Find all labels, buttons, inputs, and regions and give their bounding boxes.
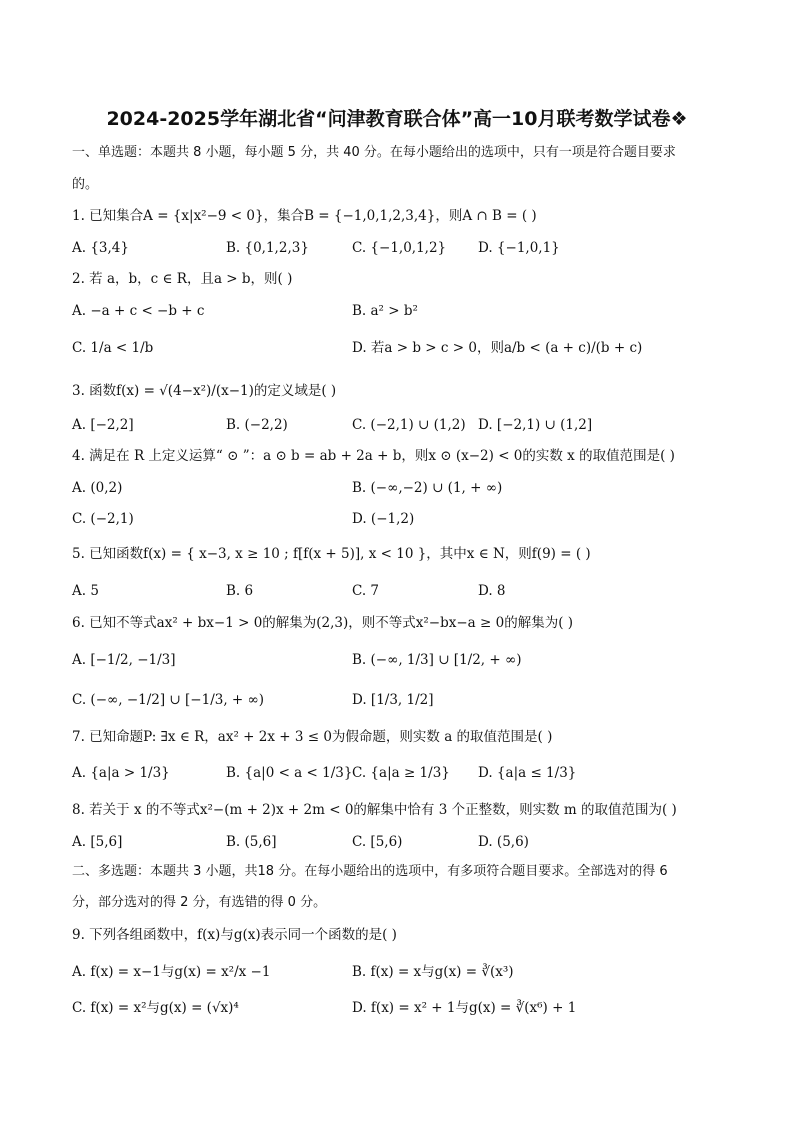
q7-option-c: C. {a|a ≥ 1/3} — [352, 765, 450, 781]
question-7-stem: 7. 已知命题P: ∃x ∈ R，ax² + 2x + 3 ≤ 0为假命题，则实数 a 的取值范围是( ) — [72, 729, 553, 745]
q5-option-d: D. 8 — [478, 583, 506, 599]
section2-heading-line1: 二、多选题：本题共 3 小题，共18 分。在每小题给出的选项中，有多项符合题目要求。全部选对的得 6 — [72, 864, 668, 879]
q6-option-d: D. [1/3, 1/2] — [352, 692, 434, 708]
q6-option-a: A. [−1/2, −1/3] — [72, 652, 176, 668]
q7-option-a: A. {a|a > 1/3} — [72, 765, 170, 781]
q3-option-b: B. (−2,2) — [226, 417, 288, 433]
q1-option-b: B. {0,1,2,3} — [226, 240, 309, 256]
q3-option-a: A. [−2,2] — [72, 417, 134, 433]
q9-option-a: A. f(x) = x−1与g(x) = x²/x −1 — [72, 964, 271, 980]
question-4-stem: 4. 满足在 R 上定义运算“ ⊙ ”：a ⊙ b = ab + 2a + b，则x ⊙ (x−2) < 0的实数 x 的取值范围是( ) — [72, 448, 675, 464]
question-8-stem: 8. 若关于 x 的不等式x²−(m + 2)x + 2m < 0的解集中恰有 3 个正整数，则实数 m 的取值范围为( ) — [72, 802, 677, 818]
q4-option-d: D. (−1,2) — [352, 511, 415, 527]
q1-option-d: D. {−1,0,1} — [478, 240, 560, 256]
question-5-stem: 5. 已知函数f(x) = { x−3, x ≥ 10 ; f[f(x + 5)], x < 10 }，其中x ∈ N，则f(9) = ( ) — [72, 546, 591, 562]
q3-option-c: C. (−2,1) ∪ (1,2) — [352, 417, 466, 433]
q2-option-d: D. 若a > b > c > 0，则a/b < (a + c)/(b + c) — [352, 340, 643, 356]
q8-option-a: A. [5,6] — [72, 834, 123, 850]
q8-option-d: D. (5,6) — [478, 834, 529, 850]
q4-option-c: C. (−2,1) — [72, 511, 134, 527]
q4-option-b: B. (−∞,−2) ∪ (1, + ∞) — [352, 480, 503, 496]
q2-option-a: A. −a + c < −b + c — [72, 303, 205, 319]
q1-option-a: A. {3,4} — [72, 240, 129, 256]
q7-option-b: B. {a|0 < a < 1/3} — [226, 765, 353, 781]
q1-option-c: C. {−1,0,1,2} — [352, 240, 447, 256]
q8-option-c: C. [5,6) — [352, 834, 403, 850]
q4-option-a: A. (0,2) — [72, 480, 123, 496]
question-1-stem: 1. 已知集合A = {x|x²−9 < 0}，集合B = {−1,0,1,2,3,4}，则A ∩ B = ( ) — [72, 208, 537, 224]
page-title: 2024-2025学年湖北省“问津教育联合体”高一10月联考数学试卷❖ — [106, 108, 688, 130]
question-2-stem: 2. 若 a，b，c ∈ R，且a > b，则( ) — [72, 271, 293, 287]
q9-option-b: B. f(x) = x与g(x) = ∛(x³) — [352, 964, 514, 980]
question-9-stem: 9. 下列各组函数中，f(x)与g(x)表示同一个函数的是( ) — [72, 927, 397, 943]
q7-option-d: D. {a|a ≤ 1/3} — [478, 765, 577, 781]
q9-option-c: C. f(x) = x²与g(x) = (√x)⁴ — [72, 1000, 239, 1016]
q2-option-c: C. 1/a < 1/b — [72, 340, 154, 356]
q9-option-d: D. f(x) = x² + 1与g(x) = ∛(x⁶) + 1 — [352, 1000, 577, 1016]
question-6-stem: 6. 已知不等式ax² + bx−1 > 0的解集为(2,3)，则不等式x²−bx−a ≥ 0的解集为( ) — [72, 615, 574, 631]
q6-option-b: B. (−∞, 1/3] ∪ [1/2, + ∞) — [352, 652, 522, 668]
q5-option-a: A. 5 — [72, 583, 99, 599]
section1-heading-line2: 的。 — [72, 177, 99, 192]
section2-heading-line2: 分，部分选对的得 2 分，有选错的得 0 分。 — [72, 895, 327, 910]
q5-option-b: B. 6 — [226, 583, 254, 599]
q3-option-d: D. [−2,1) ∪ (1,2] — [478, 417, 593, 433]
q8-option-b: B. (5,6] — [226, 834, 277, 850]
q2-option-b: B. a² > b² — [352, 303, 418, 319]
question-3-stem: 3. 函数f(x) = √(4−x²)/(x−1)的定义域是( ) — [72, 383, 337, 399]
q5-option-c: C. 7 — [352, 583, 380, 599]
q6-option-c: C. (−∞, −1/2] ∪ [−1/3, + ∞) — [72, 692, 265, 708]
section1-heading-line1: 一、单选题：本题共 8 小题，每小题 5 分，共 40 分。在每小题给出的选项中，只有一项是符合题目要求 — [72, 145, 676, 160]
